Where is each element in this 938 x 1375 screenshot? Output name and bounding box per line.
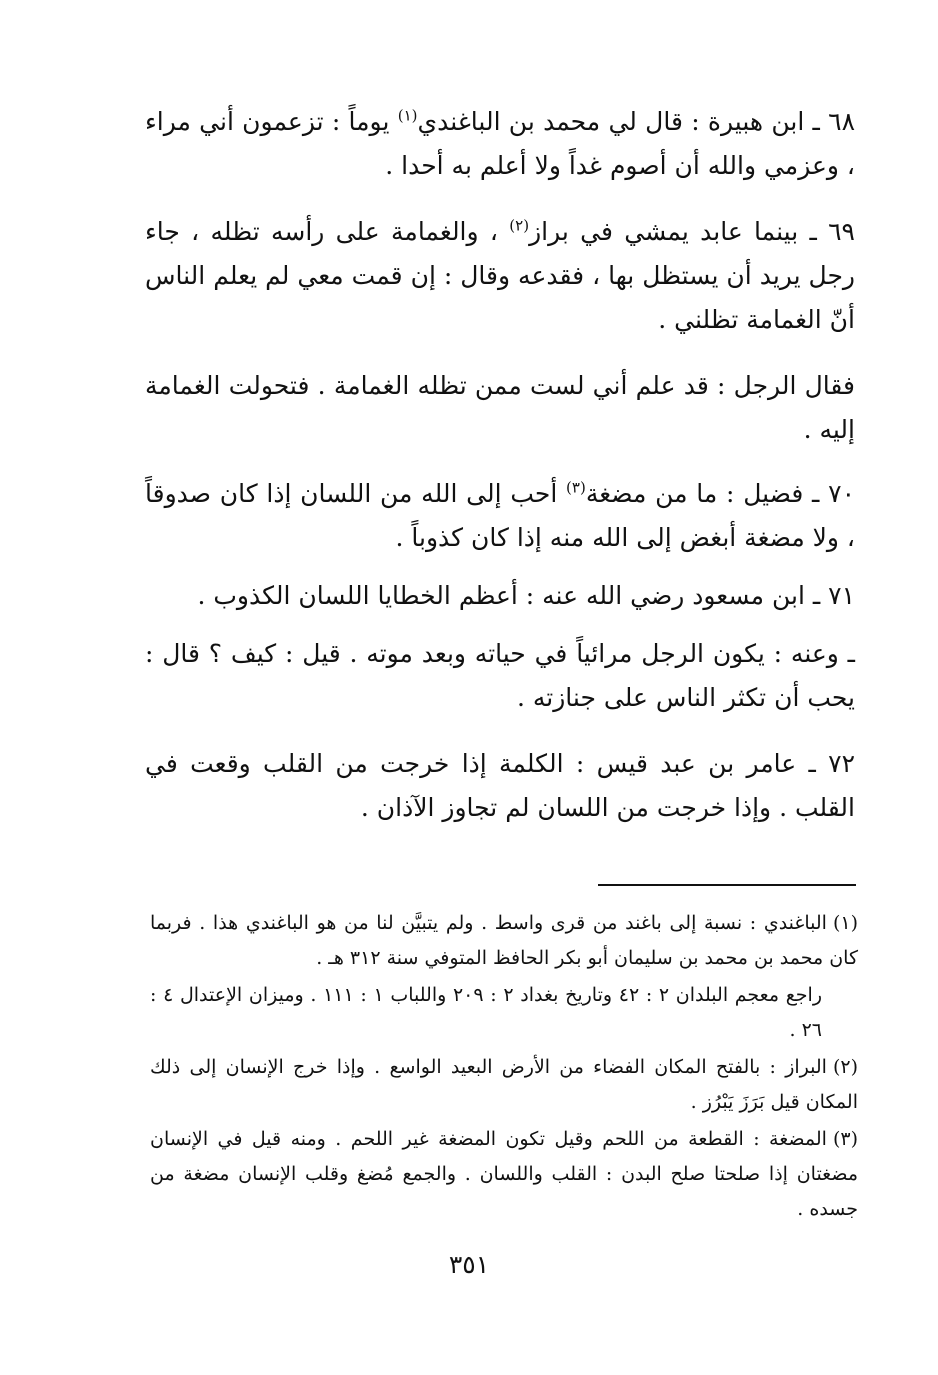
main-text <box>145 100 855 830</box>
footnote-ref-1: (١) <box>397 106 418 125</box>
footnote-ref-3: (٣) <box>566 478 586 497</box>
paragraph-70-rest: أحب إلى الله من اللسان إذا كان صدوقاً ، ولا مضغة أبغض إلى الله منه إذا كان كذوباً . <box>145 479 855 552</box>
footnote-divider <box>598 884 856 886</box>
footnote-3 <box>150 1122 858 1227</box>
footnote-1 <box>150 906 858 976</box>
paragraph-68 <box>145 100 855 188</box>
footnote-2 <box>150 1050 858 1120</box>
footnote-2-number: (٢) <box>832 1056 858 1078</box>
paragraph-71: ٧١ ـ ابن مسعود رضي الله عنه : أعظم الخطايا اللسان الكذوب . <box>197 581 855 610</box>
footnote-1-number: (١) <box>832 912 858 934</box>
paragraph-69 <box>145 210 855 342</box>
paragraph-72: ٧٢ ـ عامر بن عبد قيس : الكلمة إذا خرجت من القلب وقعت في القلب . وإذا خرجت من اللسان لم تجاوز الآذان . <box>145 749 855 822</box>
footnote-ref-2: (٢) <box>509 216 530 235</box>
footnote-2-text: البراز : بالفتح المكان الفضاء من الأرض البعيد الواسع . وإذا خرج الإنسان إلى ذلك المكان قيل بَرَزَ يَبْرُز . <box>150 1056 858 1113</box>
footnotes-section <box>150 906 858 1229</box>
footnote-1-text: الباغندي : نسبة إلى باغند من قرى واسط . ولم يتبيَّن لنا من هو الباغندي هذا . فربما كان محمد بن محمد بن سليمان أبو بكر الحافظ المتوفي سنة ٣١٢ هـ . <box>150 912 858 969</box>
footnote-3-number: (٣) <box>832 1128 858 1150</box>
paragraph-69-rest: ، والغمامة على رأسه تظله ، جاء رجل يريد أن يستظل بها ، فقدعه وقال : إن قمت معي لم يعلم الناس أنّ الغمامة تظلني . <box>145 217 855 334</box>
paragraph-69-continued: فقال الرجل : قد علم أني لست ممن تظله الغمامة . فتحولت الغمامة إليه . <box>145 371 855 444</box>
paragraph-68-start: ٦٨ ـ ابن هبيرة : قال لي محمد بن الباغندي <box>417 107 856 136</box>
footnote-1-references: راجع معجم البلدان ٢ : ٤٢ وتاريخ بغداد ٢ : ٢٠٩ واللباب ١ : ١١١ . وميزان الإعتدال ٤ : ٢٦ . <box>150 984 822 1041</box>
paragraph-69-start: ٦٩ ـ بينما عابد يمشي في براز <box>529 217 855 246</box>
page-number: ٣٥١ <box>448 1250 490 1279</box>
paragraph-68-rest: يوماً : تزعمون أني مراء ، وعزمي والله أن أصوم غداً ولا أعلم به أحدا . <box>145 107 855 180</box>
paragraph-70 <box>145 472 855 560</box>
paragraph-71-continued: ـ وعنه : يكون الرجل مرائياً في حياته وبعد موته . قيل : كيف ؟ قال : يحب أن تكثر الناس على جنازته . <box>145 639 855 712</box>
paragraph-70-start: ٧٠ ـ فضيل : ما من مضغة <box>585 479 855 508</box>
footnote-3-text: المضغة : القطعة من اللحم وقيل تكون المضغة غير اللحم . ومنه قيل في الإنسان مضغتان إذا صلحتا صلح البدن : القلب واللسان . والجمع مُضغ وقلب الإنسان مضغة من جسده . <box>150 1128 858 1220</box>
